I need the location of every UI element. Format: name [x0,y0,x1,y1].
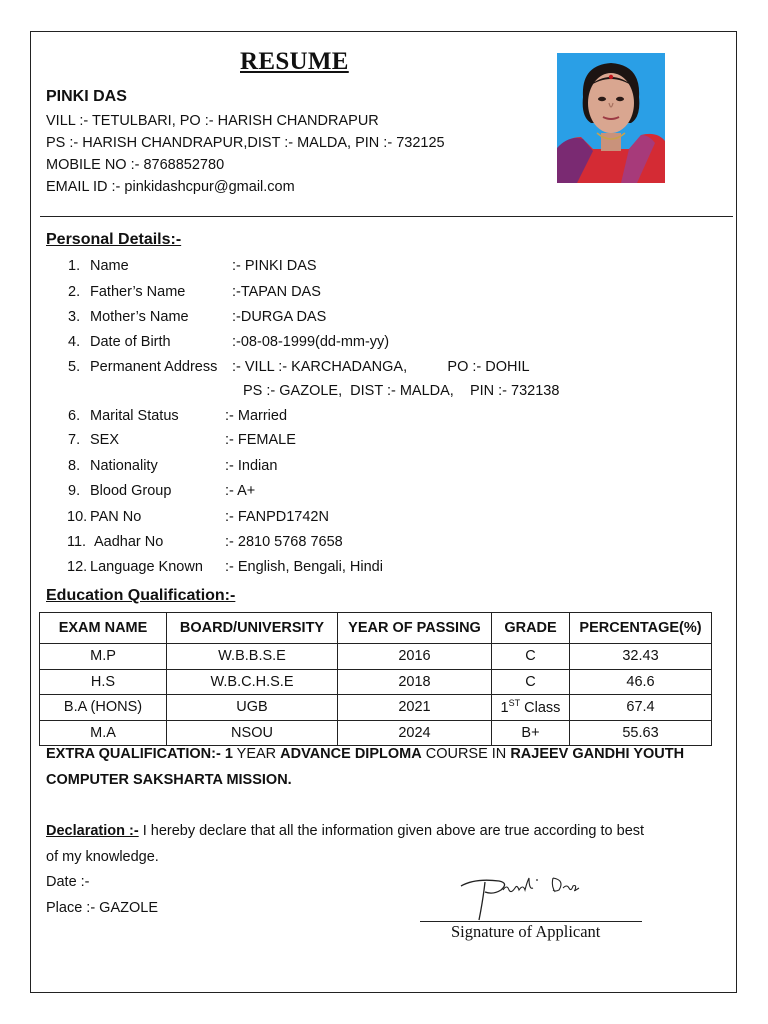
detail-label: Nationality [90,458,158,474]
signature-image [455,870,595,922]
list-number: 3. [68,309,81,325]
email-address: EMAIL ID :- pinkidashcpur@gmail.com [46,179,295,195]
extra-text-bold: RAJEEV GANDHI YOUTH [510,746,685,762]
resume-page [30,31,737,993]
detail-label: SEX [90,432,120,448]
list-number: 10. [67,509,88,525]
detail-value: :-08-08-1999(dd-mm-yy) [232,334,390,350]
list-number: 2. [68,284,81,300]
table-cell: C [492,669,570,695]
table-cell: M.A [40,720,167,746]
detail-value: :- FEMALE [225,432,296,448]
table-cell: B.A (HONS) [40,695,167,721]
education-table [39,612,712,746]
table-cell: 55.63 [570,720,712,746]
education-table-header [40,613,712,644]
address-line-2: PS :- HARISH CHANDRAPUR,DIST :- MALDA, PIN :- 732125 [46,135,445,151]
column-header-percentage: PERCENTAGE(%) [570,613,712,644]
header-divider [40,216,733,217]
applicant-name: PINKI DAS [46,88,127,105]
list-number: 9. [68,483,81,499]
column-header-grade: GRADE [492,613,570,644]
grade-cell-superscript [492,695,570,721]
table-cell: 2016 [338,644,492,670]
table-cell: UGB [167,695,338,721]
list-number: 5. [68,359,81,375]
detail-label: Language Known [90,559,203,575]
extra-qualification-label: EXTRA QUALIFICATION:- 1 [46,746,233,762]
detail-label: Name [90,258,129,274]
list-number: 12. [67,559,88,575]
detail-label: Blood Group [90,483,172,499]
detail-value: :- FANPD1742N [225,509,329,525]
detail-label: Father’s Name [90,284,186,300]
detail-label: PAN No [90,509,142,525]
detail-value: :- Married [225,408,288,424]
personal-details-heading: Personal Details:- [46,231,182,248]
detail-label: Permanent Address [90,359,218,375]
column-header-exam-name: EXAM NAME [40,613,167,644]
list-number: 6. [68,408,81,424]
list-number: 1. [68,258,81,274]
table-cell: NSOU [167,720,338,746]
extra-text: YEAR [232,746,281,762]
signature-caption: Signature of Applicant [451,922,601,941]
table-cell: B+ [492,720,570,746]
table-cell: H.S [40,669,167,695]
detail-value: :- English, Bengali, Hindi [225,559,383,575]
ordinal-grade-text: 1ST Class [500,698,561,717]
extra-text: COURSE IN [421,746,511,762]
table-cell: 2021 [338,695,492,721]
detail-label: Mother’s Name [90,309,189,325]
education-heading: Education Qualification:- [46,587,236,604]
handwritten-signature [455,870,595,927]
table-cell: 2024 [338,720,492,746]
detail-label: Date of Birth [90,334,171,350]
declaration-text: I hereby declare that all the information given above are true according to best [138,823,645,839]
column-header-year: YEAR OF PASSING [338,613,492,644]
column-header-board: BOARD/UNIVERSITY [167,613,338,644]
table-row [40,669,712,695]
table-row [40,644,712,670]
declaration-line-2: of my knowledge. [46,849,159,865]
table-cell: 2018 [338,669,492,695]
place-field: Place :- GAZOLE [46,900,159,916]
date-field: Date :- [46,874,90,890]
table-cell: 67.4 [570,695,712,721]
table-cell: M.P [40,644,167,670]
table-cell: W.B.B.S.E [167,644,338,670]
list-number: 11. [67,534,87,550]
detail-value: :- VILL :- KARCHADANGA, PO :- DOHIL [232,359,530,375]
detail-value: :- Indian [225,458,278,474]
applicant-photo [557,53,665,183]
detail-value: :- 2810 5768 7658 [225,534,343,550]
list-number: 7. [68,432,81,448]
table-cell: 32.43 [570,644,712,670]
resume-title: RESUME [240,48,349,75]
table-row [40,695,712,721]
detail-value: :- PINKI DAS [232,258,317,274]
declaration-line-1 [46,818,644,844]
list-number: 4. [68,334,81,350]
list-number: 8. [68,458,81,474]
declaration-label: Declaration :- [46,823,139,839]
mobile-number: MOBILE NO :- 8768852780 [46,157,225,173]
detail-value: :-DURGA DAS [232,309,327,325]
applicant-photo-image [557,53,665,183]
detail-label: Marital Status [90,408,179,424]
table-cell: W.B.C.H.S.E [167,669,338,695]
detail-value-continued: PS :- GAZOLE, DIST :- MALDA, PIN :- 732138 [243,383,560,399]
table-cell: C [492,644,570,670]
extra-text-bold: ADVANCE DIPLOMA [280,746,422,762]
detail-label: Aadhar No [94,534,164,550]
detail-value: :- A+ [225,483,256,499]
address-line-1: VILL :- TETULBARI, PO :- HARISH CHANDRAPUR [46,113,379,129]
extra-qualification-line-1 [46,741,684,767]
detail-value: :-TAPAN DAS [232,284,321,300]
table-cell: 46.6 [570,669,712,695]
extra-qualification-line-2: COMPUTER SAKSHARTA MISSION. [46,772,292,788]
